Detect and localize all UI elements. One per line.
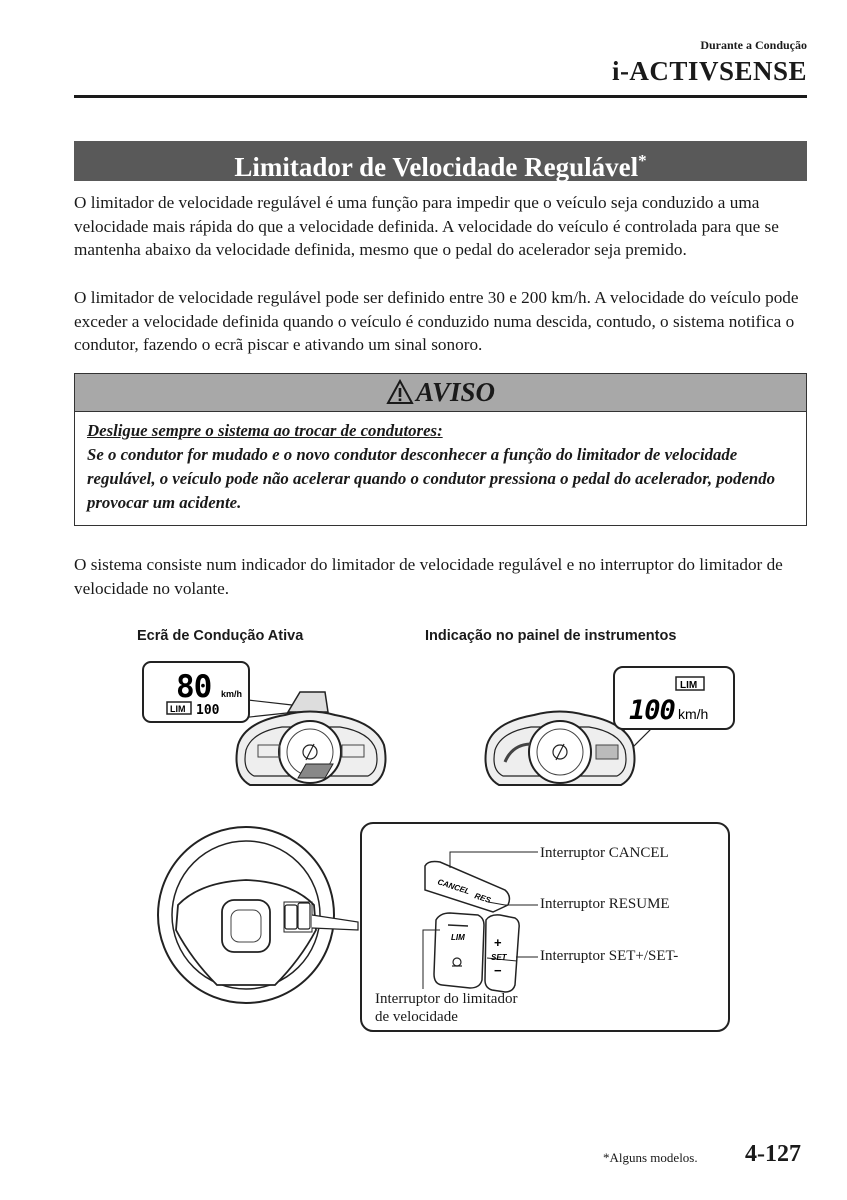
callout-limiter-line2: de velocidade <box>375 1009 458 1025</box>
cluster-lim: LIM <box>680 680 698 691</box>
section-title-text: Limitador de Velocidade Regulável <box>234 152 639 182</box>
callout-set-switch: Interruptor SET+/SET- <box>540 948 679 964</box>
switch-set-label: SET <box>491 953 507 962</box>
callout-limiter-line1: Interruptor do limitador <box>375 991 518 1007</box>
ad-set-speed: 100 <box>196 703 220 718</box>
active-display-label: Ecrã de Condução Ativa <box>137 628 304 644</box>
switch-cancel-label: CANCEL <box>436 877 471 897</box>
page-number: 4-127 <box>745 1141 801 1167</box>
intro-paragraph-1: O limitador de velocidade regulável é uma função para impedir que o veículo seja conduzido a uma velocidade mais rápida do que a velocidade definida. A velocidade do veículo é controlada para que se mantenha abaixo da velocidade definida, mesmo que o pedal do acelerador seja premido. <box>74 193 779 260</box>
switch-plus-label: + <box>494 935 502 950</box>
ad-unit: km/h <box>221 689 243 699</box>
section-title-mark: * <box>638 151 647 170</box>
intro-paragraph-2: O limitador de velocidade regulável pode ser definido entre 30 e 200 km/h. A velocidade do veículo pode exceder a velocidade definida quando o veículo é conduzido numa descida, contudo, o sistema notifica o condutor, fazendo o ecrã piscar e ativando um sinal sonoro. <box>74 288 799 355</box>
ad-speed: 80 <box>176 669 212 705</box>
switch-lim-label: LIM <box>451 933 465 942</box>
callout-resume-switch: Interruptor RESUME <box>540 896 670 912</box>
header-chapter: i-ACTIVSENSE <box>611 56 807 86</box>
switch-res-label: RES <box>473 891 492 905</box>
cluster-speed: 100 <box>629 695 675 726</box>
warning-title: AVISO <box>415 377 496 407</box>
callout-limiter-switch <box>375 990 517 1026</box>
cluster-unit: km/h <box>678 706 709 722</box>
switch-minus-label: − <box>494 963 502 978</box>
system-paragraph: O sistema consiste num indicador do limitador de velocidade regulável e no interruptor do limitador de velocidade no volante. <box>74 555 783 598</box>
header-section: Durante a Condução <box>700 38 807 52</box>
cluster-display-label: Indicação no painel de instrumentos <box>425 628 677 644</box>
warning-text: Se o condutor for mudado e o novo condutor desconhecer a função do limitador de velocidade regulável, o veículo pode não acelerar quando o condutor pressiona o pedal do acelerador, podendo provocar um acidente. <box>87 445 776 512</box>
callout-cancel-switch: Interruptor CANCEL <box>540 845 669 861</box>
ad-lim: LIM <box>170 704 186 714</box>
footnote: *Alguns modelos. <box>603 1150 698 1165</box>
warning-lead: Desligue sempre o sistema ao trocar de condutores: <box>87 421 443 440</box>
